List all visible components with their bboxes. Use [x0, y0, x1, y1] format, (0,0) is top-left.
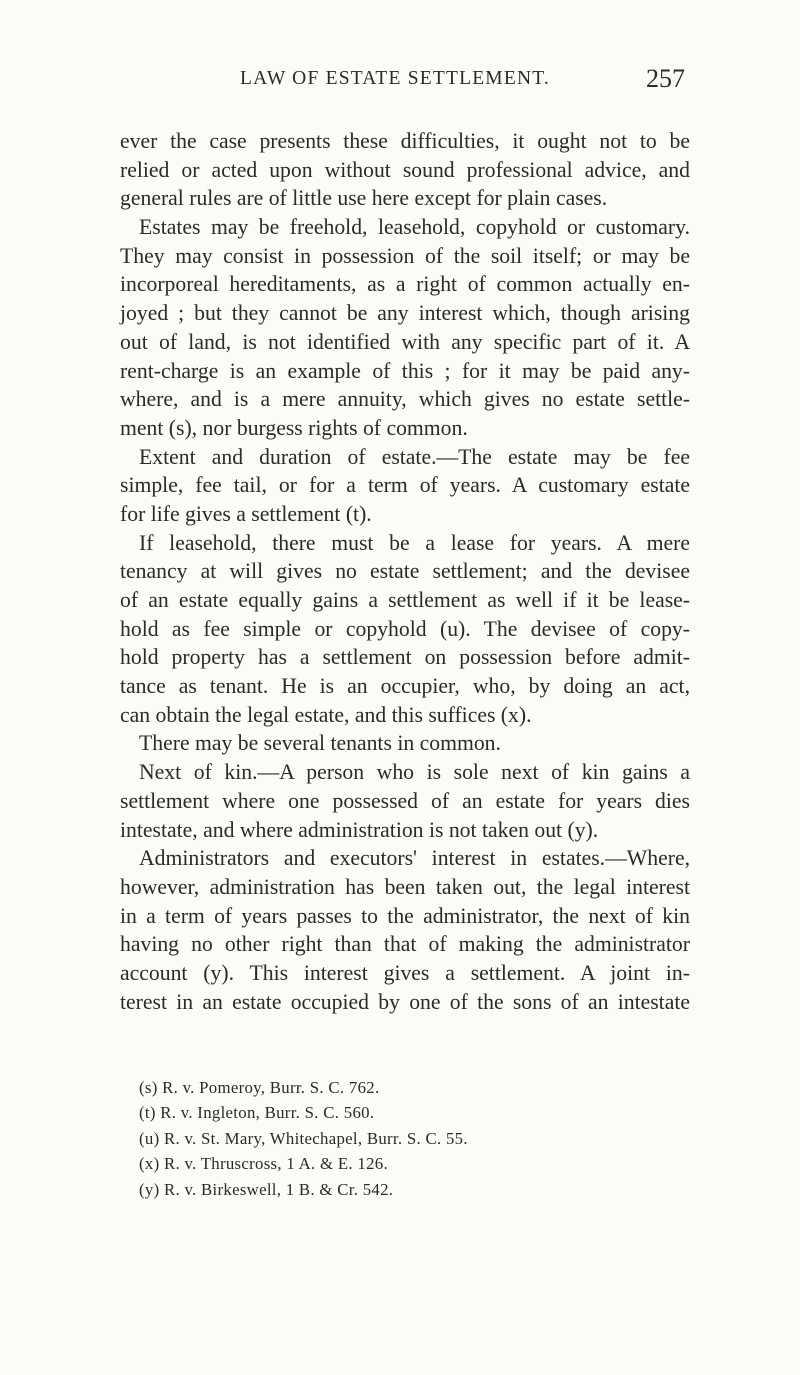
text-line: There may be several tenants in common.	[139, 731, 501, 756]
text-line: Estates may be freehold, leasehold, copyhold or customary.	[139, 215, 690, 240]
text-line: tance as tenant. He is an occupier, who, by doing an act,	[120, 674, 690, 699]
footnote: (s) R. v. Pomeroy, Burr. S. C. 762.	[139, 1078, 380, 1097]
footnote: (u) R. v. St. Mary, Whitechapel, Burr. S. C. 55.	[139, 1128, 468, 1148]
text-line: intestate, and where administration is not taken out (y).	[120, 817, 599, 842]
footnote: (x) R. v. Thruscross, 1 A. & E. 126.	[139, 1154, 388, 1174]
text-line: having no other right than that of making the administrator	[120, 932, 690, 957]
text-line: incorporeal hereditaments, as a right of common actually en-	[120, 272, 690, 297]
text-line: They may consist in possession of the soil itself; or may be	[120, 243, 690, 268]
text-line: general rules are of little use here except for plain cases.	[120, 186, 608, 211]
text-line: joyed ; but they cannot be any interest which, though arising	[120, 301, 690, 326]
text-line: ever the case presents these difficulties, it ought not to be	[120, 129, 690, 153]
footnote: (t) R. v. Ingleton, Burr. S. C. 560.	[139, 1103, 375, 1123]
text-line: Next of kin.—A person who is sole next of kin gains a	[139, 760, 690, 785]
footnote: (y) R. v. Birkeswell, 1 B. & Cr. 542.	[139, 1179, 394, 1199]
text-line: rent-charge is an example of this ; for it may be paid any-	[120, 358, 690, 383]
footnotes	[139, 1075, 699, 1202]
text-line: can obtain the legal estate, and this suffices (x).	[120, 702, 532, 727]
running-head: LAW OF ESTATE SETTLEMENT.	[240, 68, 550, 89]
text-line: where, and is a mere annuity, which gives no estate settle-	[120, 387, 690, 412]
text-line: in a term of years passes to the administrator, the next of kin	[120, 903, 690, 928]
page-header	[140, 64, 685, 98]
text-line: settlement where one possessed of an estate for years dies	[120, 788, 690, 813]
text-line: tenancy at will gives no estate settlement; and the devisee	[120, 559, 690, 584]
text-line: terest in an estate occupied by one of the sons of an intestate	[120, 989, 690, 1014]
text-line: account (y). This interest gives a settlement. A joint in-	[120, 960, 690, 985]
page-number: 257	[646, 64, 685, 93]
text-line: out of land, is not identified with any specific part of it. A	[120, 329, 690, 354]
text-line: for life gives a settlement (t).	[120, 501, 372, 526]
text-line: hold property has a settlement on possession before admit-	[120, 645, 690, 670]
body-text	[120, 127, 690, 1016]
text-line: however, administration has been taken out, the legal interest	[120, 874, 690, 899]
text-line: If leasehold, there must be a lease for years. A mere	[139, 530, 690, 555]
text-line: Administrators and executors' interest in estates.—Where,	[139, 846, 690, 871]
text-line: ment (s), nor burgess rights of common.	[120, 415, 468, 440]
text-line: relied or acted upon without sound professional advice, and	[120, 157, 690, 182]
text-line: simple, fee tail, or for a term of years. A customary estate	[120, 473, 690, 498]
text-line: Extent and duration of estate.—The estate may be fee	[139, 444, 690, 469]
text-line: of an estate equally gains a settlement as well if it be lease-	[120, 588, 690, 612]
text-line: hold as fee simple or copyhold (u). The devisee of copy-	[120, 616, 690, 641]
